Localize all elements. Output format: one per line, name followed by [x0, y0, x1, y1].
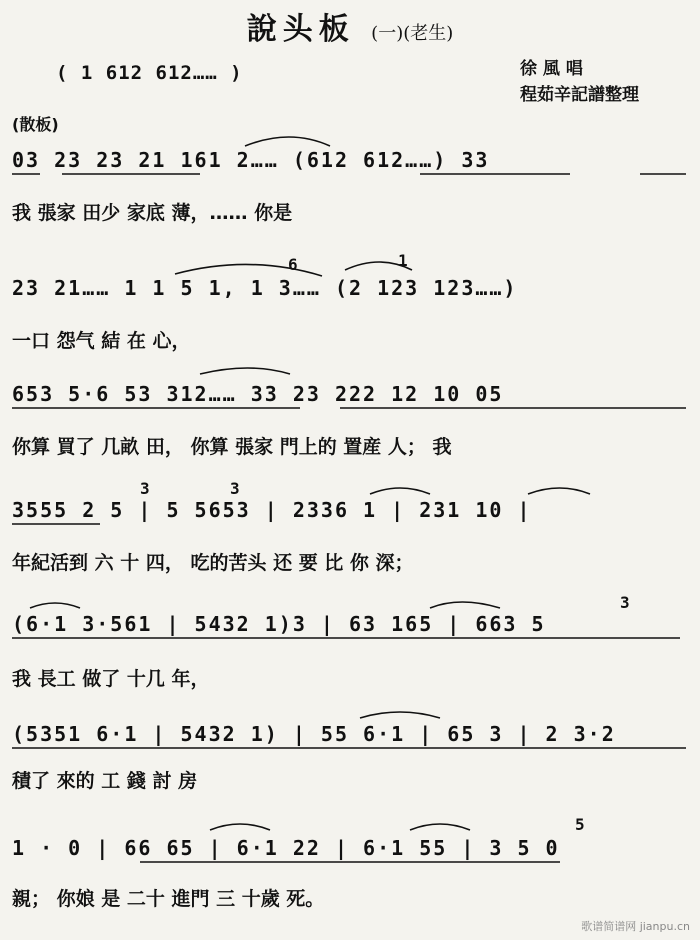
title-text: 說头板: [246, 12, 355, 47]
slur-mark: [360, 712, 440, 718]
grace-note: 1: [398, 251, 408, 270]
slur-mark: [370, 488, 430, 494]
singer-credit: 徐 風 唱: [520, 59, 583, 79]
lyric-row: 積了 來的 工 錢 討 房: [12, 770, 198, 792]
notation-row: (6·1 3·561 | 5432 1)3 | 63 165 | 663 5: [12, 612, 546, 636]
notation-row: 653 5·6 53 312…… 33 23 222 12 10 05: [12, 382, 504, 406]
lyric-row: 一口 怨气 結 在 心，: [12, 330, 191, 352]
grace-note: 5: [575, 815, 585, 834]
lyric-row: 你算 買了 几畝 田， 你算 張家 門上的 置産 人； 我: [12, 436, 452, 458]
notation-row: 3555 2 5 | 5 5653 | 2336 1 | 231 10 |: [12, 498, 532, 522]
notation-row: 23 21…… 1 1 5 1, 1 3…… (2 123 123……): [12, 276, 518, 300]
lyric-row: 我 長工 做了 十几 年，: [12, 668, 210, 690]
slur-mark: [210, 824, 270, 830]
grace-note: 3: [230, 479, 240, 498]
slur-mark: [410, 824, 470, 830]
slur-mark: [528, 488, 590, 494]
tempo-mode: (散板): [12, 115, 59, 134]
slur-mark: [245, 137, 330, 146]
grace-note: 3: [620, 593, 630, 612]
subtitle-text: (一)(老生): [371, 23, 454, 44]
slur-mark: [175, 264, 322, 276]
lyric-row: 年紀活到 六 十 四， 吃的苦头 还 要 比 你 深；: [12, 552, 414, 574]
slur-mark: [345, 262, 412, 270]
slur-mark: [430, 602, 500, 608]
watermark: 歌谱简谱网 jianpu.cn: [581, 920, 690, 933]
lyric-row: 親； 你娘 是 二十 進門 三 十歲 死。: [12, 888, 325, 910]
notation-row: (5351 6·1 | 5432 1) | 55 6·1 | 65 3 | 2 3·2: [12, 722, 616, 746]
grace-note: 3: [140, 479, 150, 498]
song-title: [0, 4, 700, 48]
arranger-credit: 程茹辛記譜整理: [520, 85, 639, 105]
grace-note: 6: [288, 255, 298, 274]
notation-row: 03 23 23 21 161 2…… (612 612……) 33: [12, 148, 490, 172]
slur-mark: [30, 603, 80, 608]
intro-motif: ( 1 612 612…… ): [56, 62, 243, 84]
notation-row: 1 · 0 | 66 65 | 6·1 22 | 6·1 55 | 3 5 0: [12, 836, 560, 860]
slur-mark: [200, 368, 290, 374]
lyric-row: 我 張家 田少 家底 薄，…… 你是: [12, 202, 293, 224]
